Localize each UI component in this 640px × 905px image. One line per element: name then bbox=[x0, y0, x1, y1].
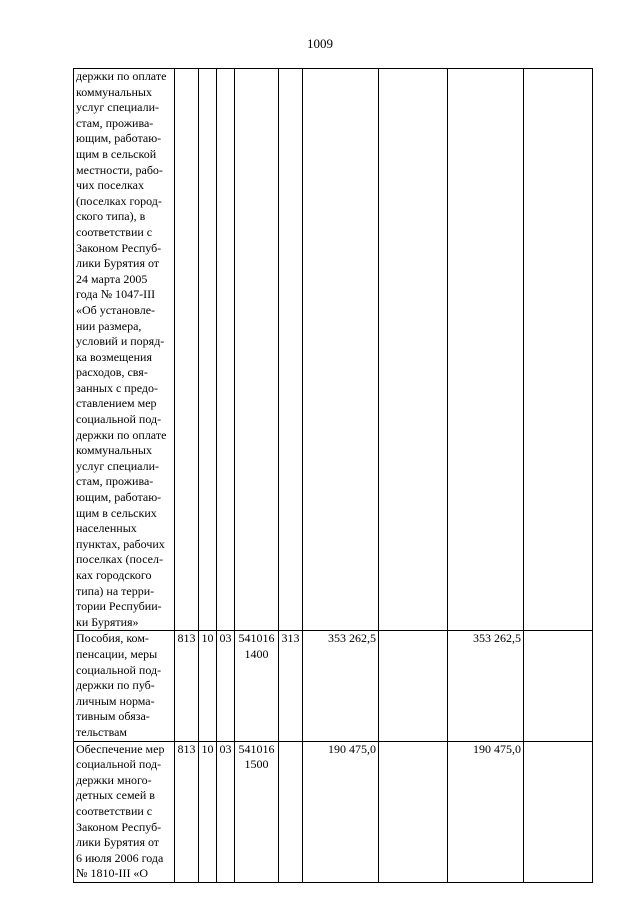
item-name-line: стам, прожива- bbox=[76, 474, 154, 489]
amount-cell-1: 190 475,0 bbox=[303, 741, 379, 882]
amount-cell-4 bbox=[524, 741, 593, 882]
item-name-line: коммунальных bbox=[76, 84, 152, 99]
target-article-cell bbox=[235, 69, 279, 631]
amount-cell-2 bbox=[379, 69, 448, 631]
item-name-line: детных семей в bbox=[76, 788, 155, 803]
item-name-line: стам, прожива- bbox=[76, 115, 154, 130]
amount-cell-2 bbox=[379, 741, 448, 882]
item-name-line: расходов, свя- bbox=[76, 365, 148, 380]
item-name-line: года № 1047-III bbox=[76, 287, 156, 302]
amount-cell-4 bbox=[524, 631, 593, 741]
item-name-line: коммунальных bbox=[76, 443, 152, 458]
item-name-line: ского типа), в bbox=[76, 209, 146, 224]
target-article-code-part2: 1400 bbox=[244, 646, 269, 661]
grbs-code-cell bbox=[175, 69, 199, 631]
target-article-code-part2: 1500 bbox=[244, 757, 269, 772]
item-name-line: ющим, работаю- bbox=[76, 490, 162, 505]
item-name-line: Обеспечение мер bbox=[76, 741, 165, 756]
item-name-line: ка возмещения bbox=[76, 349, 152, 364]
item-name-cell bbox=[74, 741, 175, 882]
expense-type-cell: 313 bbox=[279, 631, 303, 741]
table-row bbox=[74, 631, 593, 741]
subsection-code-cell bbox=[217, 69, 235, 631]
item-name-line: соответствии с bbox=[76, 224, 153, 239]
item-name-line: типа) на терри- bbox=[76, 583, 155, 598]
item-name-line: занных с предо- bbox=[76, 380, 158, 395]
target-article-code-part1: 541016 bbox=[238, 741, 275, 756]
item-name-line: щим в сельской bbox=[76, 146, 157, 161]
item-name-line: социальной под- bbox=[76, 662, 162, 677]
item-name-line: чих поселках bbox=[76, 178, 144, 193]
expense-type-cell bbox=[279, 69, 303, 631]
item-name-cell bbox=[74, 69, 175, 631]
grbs-code-cell: 813 bbox=[175, 741, 199, 882]
item-name-line: услуг специали- bbox=[76, 100, 159, 115]
target-article-code-part1: 541016 bbox=[238, 631, 275, 646]
item-name-cell bbox=[74, 631, 175, 741]
item-name-line: «Об установле- bbox=[76, 302, 156, 317]
page-number: 1009 bbox=[307, 36, 333, 51]
item-name-line: лики Бурятия от bbox=[76, 835, 160, 850]
item-name-line: пунктах, рабочих bbox=[76, 536, 165, 551]
item-name-line: нии размера, bbox=[76, 318, 142, 333]
item-name-line: поселках (посел- bbox=[76, 552, 163, 567]
item-name-line: держки по пуб- bbox=[76, 678, 155, 693]
item-name-line: ставлением мер bbox=[76, 396, 157, 411]
section-code-cell: 10 bbox=[199, 631, 217, 741]
item-name-line: Законом Респуб- bbox=[76, 819, 162, 834]
grbs-code-cell: 813 bbox=[175, 631, 199, 741]
amount-cell-2 bbox=[379, 631, 448, 741]
subsection-code-cell: 03 bbox=[217, 631, 235, 741]
item-name-line: держки много- bbox=[76, 772, 152, 787]
table-body bbox=[74, 69, 593, 883]
item-name-line: 6 июля 2006 года bbox=[76, 850, 164, 865]
item-name-line: 24 марта 2005 bbox=[76, 271, 148, 286]
item-name-line: тории Респубии- bbox=[76, 599, 162, 614]
item-name-line: условий и поряд- bbox=[76, 334, 165, 349]
item-name-line: услуг специали- bbox=[76, 458, 159, 473]
item-name-line: ющим, работаю- bbox=[76, 131, 162, 146]
section-code-cell bbox=[199, 69, 217, 631]
table-row bbox=[74, 741, 593, 882]
item-name-line: личным норма- bbox=[76, 693, 155, 708]
amount-cell-1 bbox=[303, 69, 379, 631]
item-name-line: Законом Респуб- bbox=[76, 240, 162, 255]
item-name-line: социальной под- bbox=[76, 757, 162, 772]
amount-cell-4 bbox=[524, 69, 593, 631]
item-name-line: щим в сельских bbox=[76, 505, 157, 520]
amount-cell-3: 190 475,0 bbox=[448, 741, 524, 882]
item-name-line: Пособия, ком- bbox=[76, 631, 149, 646]
subsection-code-cell: 03 bbox=[217, 741, 235, 882]
expense-type-cell bbox=[279, 741, 303, 882]
amount-cell-3 bbox=[448, 69, 524, 631]
item-name-line: ках городского bbox=[76, 568, 152, 582]
amount-cell-1: 353 262,5 bbox=[303, 631, 379, 741]
item-name-line: лики Бурятия от bbox=[76, 256, 160, 271]
item-name-line: соответствии с bbox=[76, 803, 153, 818]
item-name-line: населенных bbox=[76, 521, 137, 536]
item-name-line: местности, рабо- bbox=[76, 162, 163, 177]
item-name-line: социальной под- bbox=[76, 412, 162, 427]
item-name-line: держки по оплате bbox=[76, 69, 167, 83]
target-article-cell bbox=[235, 741, 279, 882]
item-name-line: тивным обяза- bbox=[76, 709, 150, 724]
item-name-line: держки по оплате bbox=[76, 427, 167, 442]
item-name-line: пенсации, меры bbox=[76, 646, 158, 661]
budget-table bbox=[73, 68, 593, 883]
target-article-cell bbox=[235, 631, 279, 741]
amount-cell-3: 353 262,5 bbox=[448, 631, 524, 741]
item-name-line: (поселках город- bbox=[76, 193, 162, 208]
item-name-line: № 1810-III «О bbox=[76, 866, 149, 881]
table-row bbox=[74, 69, 593, 631]
section-code-cell: 10 bbox=[199, 741, 217, 882]
item-name-line: тельствам bbox=[76, 724, 128, 739]
item-name-line: ки Бурятия» bbox=[76, 614, 139, 629]
